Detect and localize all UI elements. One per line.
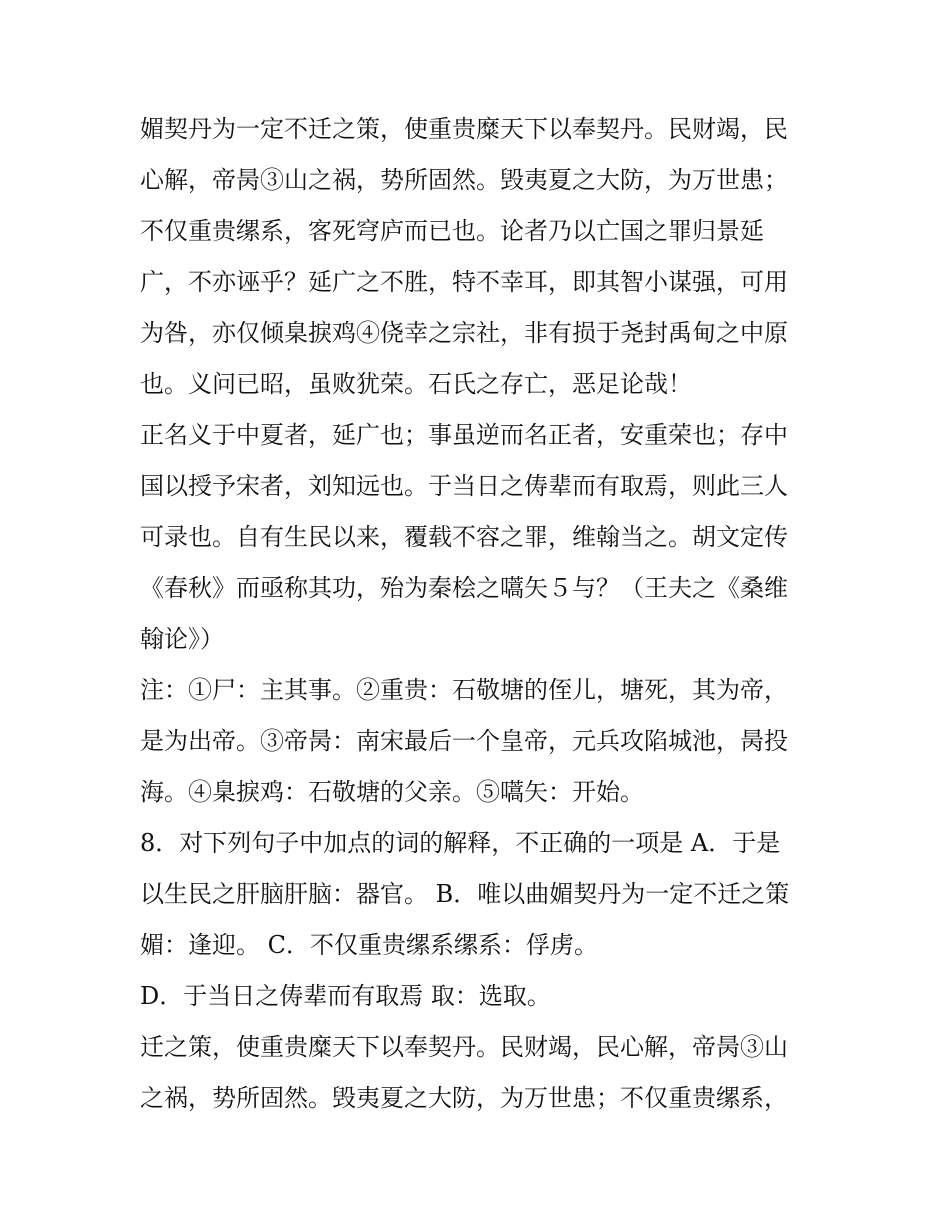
text-line: 心解，帝昺③山之祸，势所固然。毁夷夏之大防，为万世患；: [140, 166, 788, 194]
question-line: 8．对下列句子中加点的词的解释，不正确的一项是 A．于是: [140, 829, 781, 857]
footnote-line: 是为出帝。③帝昺：南宋最后一个皇帝，元兵攻陷城池，昺投: [140, 727, 788, 755]
text-line: 《春秋》而亟称其功，殆为秦桧之嚆矢５与？（王夫之《桑维: [140, 574, 788, 602]
question-line: 媚：逢迎。 C．不仅重贵缧系缧系：俘虏。: [140, 931, 598, 959]
footnote-line: 注：①尸：主其事。②重贵：石敬塘的侄儿，塘死，其为帝，: [140, 676, 788, 704]
question-line: D．于当日之俦辈而有取焉 取：选取。: [140, 982, 551, 1010]
footnote-line: 海。④臬捩鸡：石敬塘的父亲。⑤嚆矢：开始。: [140, 778, 644, 806]
text-line: 迁之策，使重贵糜天下以奉契丹。民财竭，民心解，帝昺③山: [140, 1033, 788, 1061]
text-line: 国以授予宋者，刘知远也。于当日之俦辈而有取焉，则此三人: [140, 472, 788, 500]
text-block: [140, 104, 830, 1124]
text-line: 广，不亦诬乎？延广之不胜，特不幸耳，即其智小谋强，可用: [140, 268, 788, 296]
text-line: 正名义于中夏者，延广也；事虽逆而名正者，安重荣也；存中: [140, 421, 788, 449]
text-line: 翰论》）: [140, 625, 224, 653]
text-line: 可录也。自有生民以来，覆载不容之罪，维翰当之。胡文定传: [140, 523, 788, 551]
text-line: 为咎，亦仅倾臬捩鸡④侥幸之宗社，非有损于尧封禹甸之中原: [140, 319, 788, 347]
question-line: 以生民之肝脑肝脑：器官。 B．唯以曲媚契丹为一定不迁之策: [140, 880, 790, 908]
text-line: 之祸，势所固然。毁夷夏之大防，为万世患；不仅重贵缧系，: [140, 1084, 788, 1112]
text-line: 也。义问已昭，虽败犹荣。石氏之存亡，恶足论哉！: [140, 370, 692, 398]
text-line: 不仅重贵缧系，客死穹庐而已也。论者乃以亡国之罪归景延: [140, 217, 764, 245]
text-line: 媚契丹为一定不迁之策，使重贵糜天下以奉契丹。民财竭，民: [140, 115, 788, 143]
